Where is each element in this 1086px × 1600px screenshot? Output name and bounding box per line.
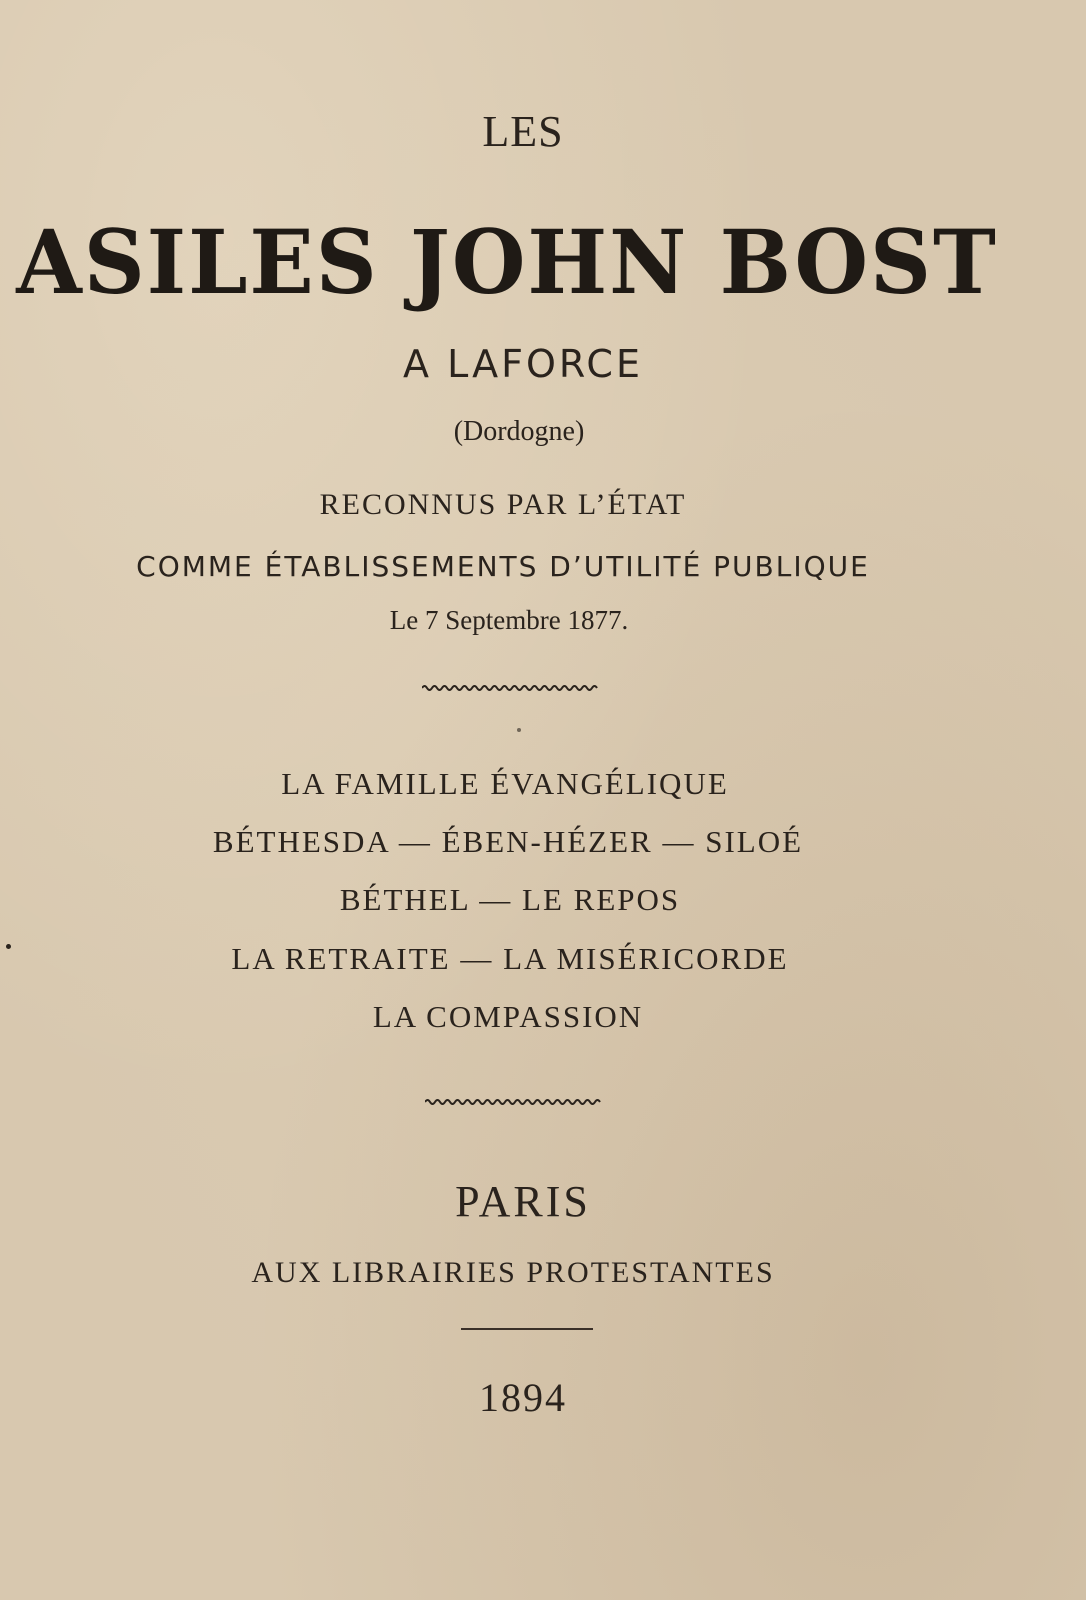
wavy-divider-ornament	[0, 1092, 1056, 1111]
asylum-line: LA FAMILLE ÉVANGÉLIQUE	[281, 766, 729, 801]
recognition-line-2: COMME ÉTABLISSEMENTS D’UTILITÉ PUBLIQUE	[136, 550, 870, 583]
place-line: A LAFORCE	[403, 342, 643, 386]
imprint-year: 1894	[479, 1375, 567, 1420]
ink-speck	[517, 728, 521, 732]
region-line: (Dordogne)	[453, 416, 585, 447]
asylum-line: BÉTHEL — LE REPOS	[339, 882, 681, 917]
imprint-city: PARIS	[455, 1177, 591, 1226]
recognition-date: Le 7 Septembre 1877.	[389, 605, 629, 635]
asylum-line: LA COMPASSION	[372, 999, 644, 1034]
wavy-divider-ornament	[0, 678, 1053, 697]
recognition-line-1: RECONNUS PAR L’ÉTAT	[319, 488, 687, 521]
imprint-publisher: AUX LIBRAIRIES PROTESTANTES	[251, 1256, 775, 1289]
asylum-line: BÉTHESDA — ÉBEN-HÉZER — SILOÉ	[212, 824, 804, 859]
horizontal-rule	[461, 1328, 593, 1330]
heading-les: LES	[482, 107, 564, 156]
asylum-line: LA RETRAITE — LA MISÉRICORDE	[231, 941, 789, 976]
main-title: ASILES JOHN BOST	[16, 210, 998, 314]
ink-speck	[6, 944, 11, 949]
